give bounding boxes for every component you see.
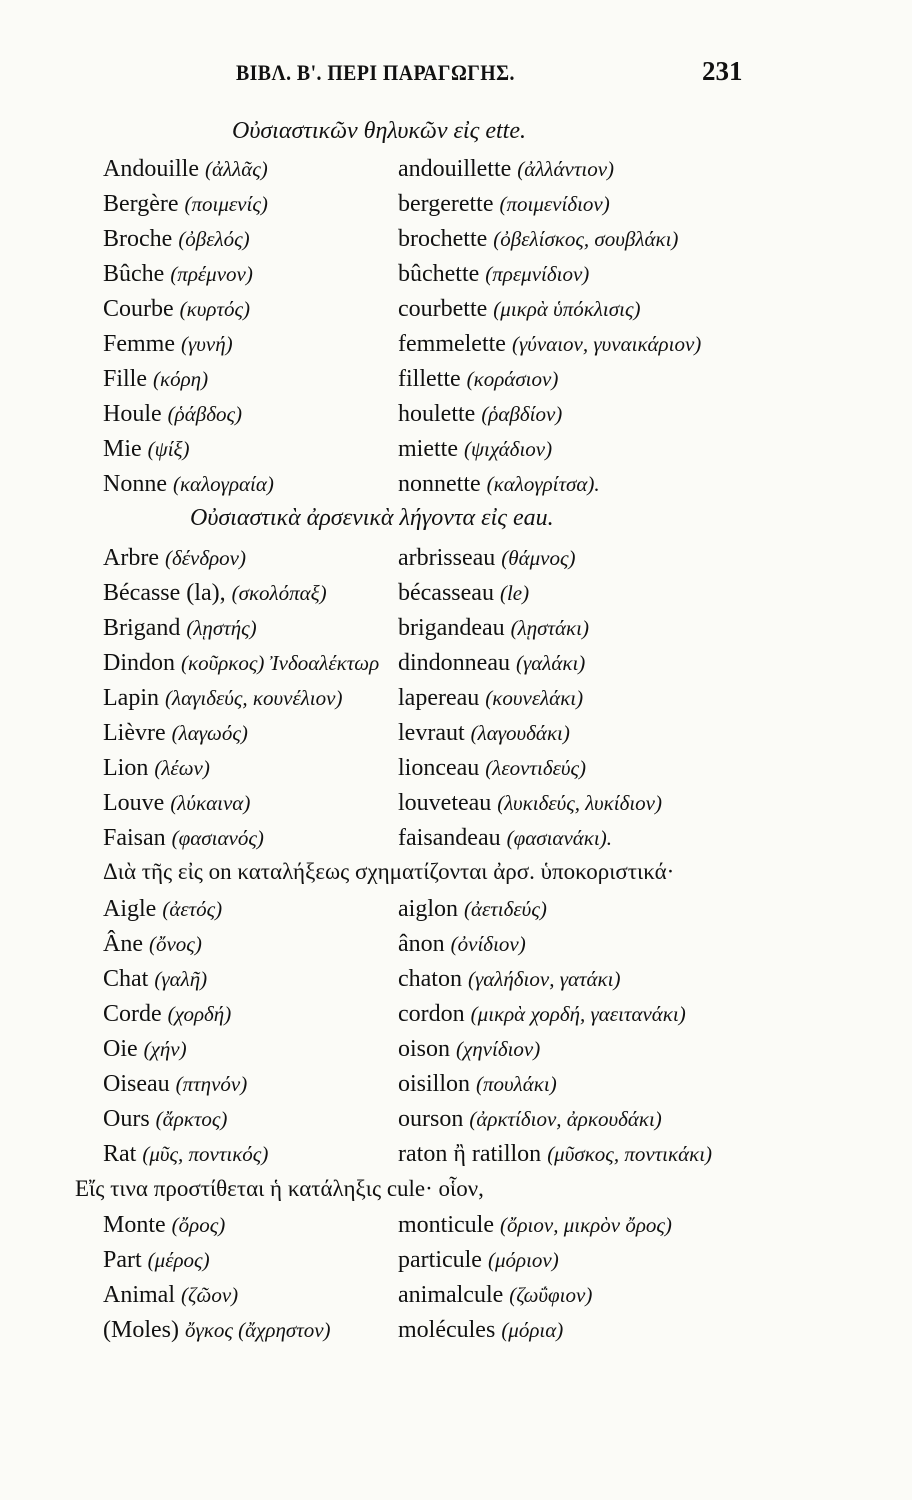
derived-word-french: levraut: [398, 720, 465, 746]
entry-row: [0, 966, 912, 1001]
entry-row: [0, 1036, 912, 1071]
base-word-greek: (δένδρον): [164, 546, 246, 570]
base-word-french: Monte: [103, 1212, 166, 1238]
derived-word: [398, 1317, 563, 1344]
entry-row: [0, 1106, 912, 1141]
base-word-greek: (ὄρος): [171, 1213, 226, 1237]
derived-word-french: oison: [398, 1036, 451, 1062]
base-word: [103, 650, 379, 677]
derived-word-french: courbette: [398, 296, 488, 322]
entries-cule: [0, 1212, 912, 1352]
section-heading-eau: Οὐσιαστικὰ ἀρσενικὰ λήγοντα εἰς eau.: [190, 505, 554, 531]
derived-word-french: fillette: [398, 366, 461, 392]
derived-word-french: andouillette: [398, 156, 512, 182]
section-note-on: Διὰ τῆς εἰς on καταλήξεως σχηματίζονται ἀρσ. ὑποκοριστικά·: [103, 859, 675, 884]
derived-word-greek: (γαλάκι): [515, 651, 586, 675]
base-word: [103, 931, 202, 958]
derived-word-greek: (ποιμενίδιον): [499, 192, 610, 216]
entry-row: [0, 615, 912, 650]
base-word-greek: (κοῦρκος) Ἰνδοαλέκτωρ: [181, 651, 380, 675]
base-word-french: Nonne: [103, 471, 167, 497]
derived-word-french: chaton: [398, 966, 462, 992]
derived-word: [398, 790, 662, 817]
base-word: [103, 156, 268, 183]
entry-row: [0, 331, 912, 366]
derived-word: [398, 650, 585, 677]
derived-word-greek: (κουνελάκι): [485, 686, 584, 710]
derived-word-greek: (ὀβελίσκος, σουβλάκι): [493, 227, 679, 251]
derived-word-greek: (ἀετιδεύς): [464, 897, 547, 921]
derived-word-greek: (ἀρκτίδιον, ἀρκουδάκι): [469, 1107, 662, 1131]
derived-word-greek: (ῥαβδίον): [481, 402, 563, 426]
derived-word: [398, 471, 600, 498]
base-word: [103, 1106, 227, 1133]
base-word-greek: (καλογραία): [172, 472, 274, 496]
base-word-french: Brigand: [103, 615, 181, 641]
derived-word-greek: (μόρια): [501, 1318, 564, 1342]
derived-word-french: bûchette: [398, 261, 480, 287]
base-word-greek: (ἀλλᾶς): [205, 157, 268, 181]
derived-word: [398, 545, 576, 572]
derived-word-french: lionceau: [398, 755, 480, 781]
derived-word-greek: (κοράσιον): [466, 367, 559, 391]
derived-word-greek: (ἀλλάντιον): [517, 157, 615, 181]
derived-word: [398, 401, 562, 428]
derived-word-french: brochette: [398, 226, 488, 252]
base-word-greek: (πτηνόν): [175, 1072, 248, 1096]
derived-word: [398, 191, 610, 218]
base-word-french: Houle: [103, 401, 162, 427]
base-word-french: Bécasse (la),: [103, 580, 226, 606]
base-word-french: Oie: [103, 1036, 138, 1062]
entry-row: [0, 366, 912, 401]
derived-word: [398, 366, 558, 393]
base-word: [103, 790, 250, 817]
base-word-french: Rat: [103, 1141, 137, 1167]
derived-word: [398, 931, 526, 958]
derived-word-greek: (λαγουδάκι): [470, 721, 570, 745]
base-word-greek: (γυνή): [181, 332, 233, 356]
base-word-greek: (κόρη): [153, 367, 209, 391]
base-word: [103, 226, 250, 253]
base-word-greek: (χήν): [143, 1037, 187, 1061]
entries-on: [0, 896, 912, 1176]
derived-word: [398, 261, 589, 288]
base-word: [103, 1071, 247, 1098]
derived-word-french: arbrisseau: [398, 545, 496, 571]
entry-row: [0, 261, 912, 296]
base-word: [103, 755, 210, 782]
base-word-french: Lapin: [103, 685, 159, 711]
derived-word-french: bergerette: [398, 191, 494, 217]
base-word: [103, 1001, 231, 1028]
derived-word-greek: (θάμνος): [501, 546, 576, 570]
entry-row: [0, 685, 912, 720]
base-word: [103, 825, 264, 852]
derived-word-french: animalcule: [398, 1282, 504, 1308]
derived-word-french: bécasseau: [398, 580, 494, 606]
derived-word-greek: (ὄριον, μικρὸν ὄρος): [499, 1213, 672, 1237]
derived-word-greek: (λεοντιδεύς): [485, 756, 587, 780]
base-word: [103, 191, 268, 218]
base-word: [103, 1247, 210, 1274]
derived-word: [398, 1106, 662, 1133]
entry-row: [0, 191, 912, 226]
derived-word-greek: (χηνίδιον): [456, 1037, 541, 1061]
base-word-french: Broche: [103, 226, 173, 252]
base-word-french: Mie: [103, 436, 142, 462]
derived-word: [398, 436, 552, 463]
derived-word: [398, 1141, 712, 1168]
derived-word: [398, 755, 586, 782]
base-word-greek: (μέρος): [147, 1248, 210, 1272]
derived-word: [398, 1247, 559, 1274]
derived-word: [398, 825, 612, 852]
derived-word-french: lapereau: [398, 685, 480, 711]
derived-word-greek: (λῃστάκι): [510, 616, 589, 640]
section-heading-ette: Οὐσιαστικῶν θηλυκῶν εἰς ette.: [232, 118, 526, 144]
base-word-greek: (ζῶον): [181, 1283, 239, 1307]
entry-row: [0, 720, 912, 755]
derived-word-greek: (καλογρίτσα).: [486, 472, 600, 496]
derived-word-french: cordon: [398, 1001, 465, 1027]
base-word-french: Fille: [103, 366, 148, 392]
base-word-french: Bûche: [103, 261, 165, 287]
base-word: [103, 471, 274, 498]
base-word-french: Aigle: [103, 896, 157, 922]
base-word-greek: (ποιμενίς): [184, 192, 268, 216]
derived-word-french: ourson: [398, 1106, 464, 1132]
derived-word: [398, 896, 547, 923]
base-word-french: Courbe: [103, 296, 174, 322]
base-word-greek: (πρέμνον): [170, 262, 253, 286]
base-word-french: Part: [103, 1247, 142, 1273]
entry-row: [0, 825, 912, 860]
base-word-french: (Moles): [103, 1317, 179, 1343]
entry-row: [0, 1212, 912, 1247]
entries-eau: [0, 545, 912, 860]
base-word-french: Femme: [103, 331, 175, 357]
entry-row: [0, 296, 912, 331]
entry-row: [0, 896, 912, 931]
base-word: [103, 615, 257, 642]
base-word: [103, 966, 207, 993]
entry-row: [0, 1247, 912, 1282]
base-word-greek: ὄγκος (ἄχρηστον): [184, 1318, 331, 1342]
running-head: ΒΙΒΛ. Β'. ΠΕΡΙ ΠΑΡΑΓΩΓΗΣ.: [236, 60, 515, 85]
base-word: [103, 261, 253, 288]
derived-word-greek: (ψιχάδιον): [463, 437, 553, 461]
derived-word-french: monticule: [398, 1212, 494, 1238]
derived-word-greek: (πουλάκι): [476, 1072, 557, 1096]
base-word: [103, 436, 190, 463]
derived-word-french: particule: [398, 1247, 482, 1273]
derived-word: [398, 720, 570, 747]
base-word: [103, 580, 327, 607]
base-word-greek: (ὀβελός): [178, 227, 250, 251]
base-word: [103, 1141, 268, 1168]
entries-ette: [0, 156, 912, 506]
derived-word-greek: (φασιανάκι).: [506, 826, 612, 850]
derived-word: [398, 331, 701, 358]
entry-row: [0, 401, 912, 436]
derived-word-french: nonnette: [398, 471, 481, 497]
derived-word-french: miette: [398, 436, 458, 462]
base-word-greek: (ἄρκτος): [155, 1107, 228, 1131]
base-word: [103, 1317, 331, 1344]
derived-word-greek: (μικρὰ χορδή, γαειτανάκι): [470, 1002, 686, 1026]
entry-row: [0, 650, 912, 685]
base-word-french: Arbre: [103, 545, 159, 571]
entry-row: [0, 1001, 912, 1036]
base-word-greek: (ῥάβδος): [167, 402, 242, 426]
base-word: [103, 296, 250, 323]
base-word: [103, 1212, 225, 1239]
base-word: [103, 331, 233, 358]
base-word-greek: (ὄνος): [148, 932, 202, 956]
derived-word: [398, 615, 589, 642]
derived-word-french: houlette: [398, 401, 476, 427]
derived-word: [398, 156, 614, 183]
entry-row: [0, 545, 912, 580]
derived-word: [398, 1036, 540, 1063]
base-word-greek: (ἀετός): [162, 897, 223, 921]
base-word-french: Lion: [103, 755, 149, 781]
base-word-greek: (γαλῆ): [154, 967, 208, 991]
derived-word-french: molécules: [398, 1317, 496, 1343]
entry-row: [0, 1282, 912, 1317]
derived-word-french: faisandeau: [398, 825, 501, 851]
base-word-greek: (κυρτός): [179, 297, 250, 321]
base-word-french: Bergère: [103, 191, 179, 217]
base-word-french: Oiseau: [103, 1071, 170, 1097]
section-note-cule: Εἴς τινα προστίθεται ἡ κατάληξις cule· οἷον,: [75, 1176, 484, 1201]
entry-row: [0, 471, 912, 506]
page-number: 231: [702, 56, 743, 86]
derived-word-greek: (γαλήδιον, γατάκι): [467, 967, 621, 991]
base-word: [103, 896, 222, 923]
derived-word-greek: (ζωΰφιον): [509, 1283, 593, 1307]
base-word-greek: (λαγιδεύς, κουνέλιον): [164, 686, 343, 710]
base-word-greek: (φασιανός): [171, 826, 264, 850]
base-word-greek: (σκολόπαξ): [231, 581, 327, 605]
base-word-french: Louve: [103, 790, 165, 816]
derived-word-greek: (le): [499, 581, 530, 605]
derived-word: [398, 1071, 557, 1098]
base-word-greek: (ψίξ): [147, 437, 190, 461]
derived-word-greek: (μικρὰ ὑπόκλισις): [493, 297, 641, 321]
base-word-french: Chat: [103, 966, 149, 992]
base-word-french: Faisan: [103, 825, 166, 851]
derived-word-greek: (πρεμνίδιον): [485, 262, 590, 286]
base-word-french: Dindon: [103, 650, 175, 676]
derived-word-french: oisillon: [398, 1071, 471, 1097]
base-word-french: Animal: [103, 1282, 175, 1308]
base-word-greek: (χορδή): [167, 1002, 232, 1026]
derived-word-french: femmelette: [398, 331, 506, 357]
derived-word-french: dindonneau: [398, 650, 510, 676]
base-word: [103, 685, 342, 712]
entry-row: [0, 226, 912, 261]
entry-row: [0, 1071, 912, 1106]
entry-row: [0, 790, 912, 825]
derived-word-greek: (μῦσκος, ποντικάκι): [547, 1142, 713, 1166]
derived-word: [398, 580, 529, 607]
base-word: [103, 1036, 187, 1063]
derived-word-greek: (ὀνίδιον): [450, 932, 526, 956]
derived-word: [398, 966, 620, 993]
derived-word: [398, 1212, 672, 1239]
derived-word-greek: (λυκιδεύς, λυκίδιον): [497, 791, 662, 815]
derived-word-greek: (γύναιον, γυναικάριον): [511, 332, 702, 356]
derived-word-french: raton ἢ ratillon: [398, 1141, 542, 1167]
base-word-greek: (λύκαινα): [170, 791, 251, 815]
base-word-greek: (λέων): [154, 756, 210, 780]
derived-word-french: aiglon: [398, 896, 458, 922]
derived-word-greek: (μόριον): [487, 1248, 559, 1272]
entry-row: [0, 931, 912, 966]
derived-word: [398, 296, 640, 323]
entry-row: [0, 580, 912, 615]
entry-row: [0, 755, 912, 790]
base-word: [103, 366, 208, 393]
derived-word-french: ânon: [398, 931, 445, 957]
derived-word: [398, 1001, 686, 1028]
base-word-greek: (μῦς, ποντικός): [142, 1142, 269, 1166]
derived-word: [398, 226, 678, 253]
base-word-greek: (λῃστής): [186, 616, 257, 640]
derived-word-french: louveteau: [398, 790, 492, 816]
base-word: [103, 720, 248, 747]
base-word-french: Lièvre: [103, 720, 166, 746]
entry-row: [0, 436, 912, 471]
base-word: [103, 1282, 238, 1309]
base-word-greek: (λαγωός): [171, 721, 248, 745]
entry-row: [0, 1141, 912, 1176]
base-word-french: Âne: [103, 931, 143, 957]
base-word-french: Ours: [103, 1106, 150, 1132]
base-word: [103, 401, 242, 428]
entry-row: [0, 156, 912, 191]
base-word: [103, 545, 246, 572]
base-word-french: Andouille: [103, 156, 199, 182]
base-word-french: Corde: [103, 1001, 162, 1027]
entry-row: [0, 1317, 912, 1352]
derived-word: [398, 1282, 592, 1309]
derived-word-french: brigandeau: [398, 615, 505, 641]
derived-word: [398, 685, 583, 712]
